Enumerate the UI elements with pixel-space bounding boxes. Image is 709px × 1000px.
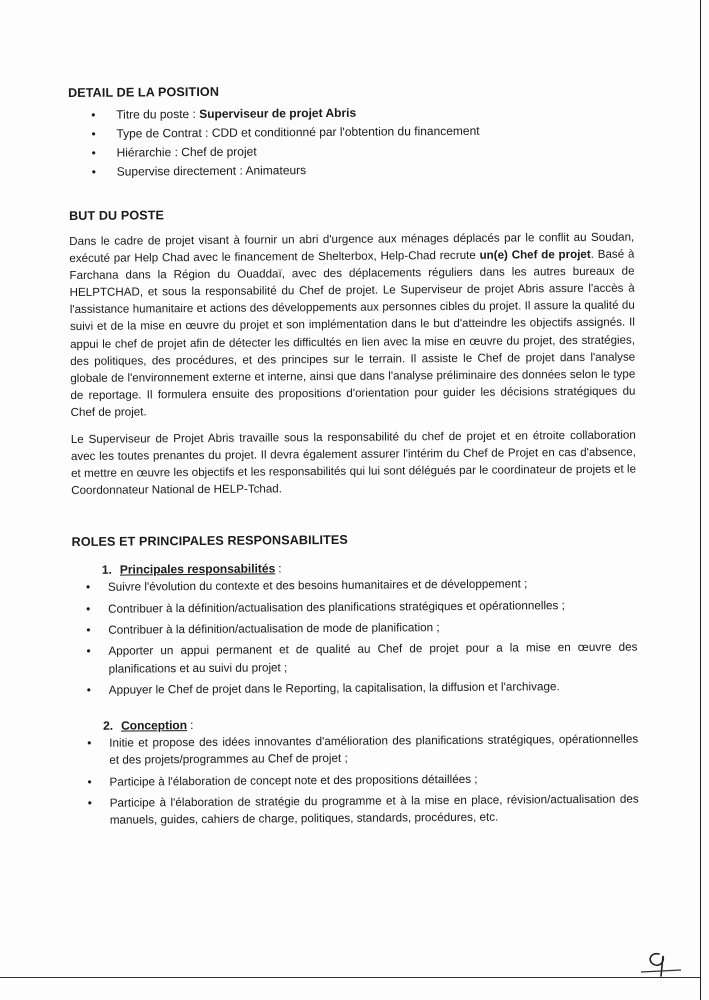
- section-colon: :: [190, 718, 194, 733]
- section-number: 2.: [103, 718, 114, 733]
- section-title: Conception: [121, 718, 188, 733]
- conception-list: [73, 731, 639, 830]
- list-item: • Initie et propose des idées innovantes d'amélioration des planifications stratégiques, opérationnelles et des projets/programmes au Chef de projet ;: [73, 731, 638, 770]
- but-p1-end: . Basé à Farchana dans la Région du Ouaddaï, avec des déplacements réguliers dans les autres bureaux de HELPTCHAD, et sous la responsabilité du Chef de projet. Le Superviseur de projet Abris assure l'accès à l'assistance humanitaire et actions des développements aux personnes cibles du projet. Il assure la qualité du suivi et de la mise en œuvre du projet et son implémentation dans le but d'atteindre les objectifs assignés. Il appui le chef de projet afin de détecter les difficultés en lien avec la mise en œuvre du projet, des stratégies, des politiques, des procédures, et des principes sur le terrain. Il assiste le Chef de projet dans l'analyse globale de l'environnement externe et interne, ainsi que dans l'analyse préliminaire des données selon le type de reportage. Il formulera ensuite des propositions d'orientation pour guider les décisions stratégiques du Chef de projet.: [69, 247, 636, 419]
- detail-heading: DETAIL DE LA POSITION: [68, 84, 220, 100]
- list-item: • Contribuer à la définition/actualisation des planifications stratégiques et opérationnelles ;: [72, 596, 637, 618]
- list-item: • Participe à l'élaboration de concept note et des propositions détaillées ;: [73, 769, 638, 791]
- but-paragraph-1: [69, 229, 635, 421]
- list-item: • Suivre l'évolution du contexte et des besoins humanitaires et de développement ;: [72, 575, 637, 597]
- detail-label: Hiérarchie :: [116, 145, 182, 160]
- but-p1-bold: un(e) Chef de projet: [479, 247, 591, 262]
- list-item: • Contribuer à la définition/actualisation de mode de planification ;: [72, 618, 637, 640]
- detail-list: [68, 102, 634, 182]
- but-p1-start: Dans le cadre de projet visant à fournir un abri d'urgence aux ménages déplacés par le conflit au Soudan, exécuté par Help Chad avec le financement de Shelterbox, Help-Chad recrute: [69, 230, 635, 266]
- job-title-value: Superviseur de projet Abris: [199, 105, 357, 121]
- contract-value: CDD et conditionné par l'obtention du financement: [211, 123, 480, 140]
- section-heading-conception: [103, 715, 638, 733]
- roles-heading: ROLES ET PRINCIPALES RESPONSABILITES: [71, 533, 348, 550]
- but-paragraph-2: Le Superviseur de Projet Abris travaille sous la responsabilité du chef de projet et en étroite collaboration avec les toutes prenantes du projet. Il devra également assurer l'intérim du Chef de Projet en cas d'absence, et mettre en œuvre les objectifs et les responsabilités qui lui sont délégués par le coordinateur de projets et le Coordonnateur National de HELP-Tchad.: [70, 428, 637, 498]
- page-edge-bottom: [0, 977, 701, 978]
- detail-label: Type de Contrat :: [116, 125, 212, 141]
- section-title: Principales responsabilités: [119, 561, 276, 578]
- list-item: • Appuyer le Chef de projet dans le Reporting, la capitalisation, la diffusion et l'archivage.: [73, 677, 638, 699]
- detail-label: Supervise directement :: [116, 163, 246, 179]
- detail-item-supervises: [69, 159, 634, 182]
- supervises-value: Animateurs: [245, 163, 307, 178]
- but-heading: BUT DU POSTE: [68, 208, 165, 223]
- section-colon: :: [278, 561, 282, 576]
- section-heading-principales: [102, 559, 637, 577]
- detail-label: Titre du poste :: [116, 106, 200, 122]
- list-item: • Apporter un appui permanent et de qualité au Chef de projet pour a la mise en œuvre des planifications et au suivi du projet ;: [72, 639, 637, 678]
- hierarchy-value: Chef de projet: [181, 144, 257, 160]
- list-item: • Participe à l'élaboration de stratégie du programme et à la mise en place, révision/actualisation des manuels, guides, cahiers de charge, politiques, standards, procédures, etc.: [74, 791, 639, 830]
- principales-list: [72, 575, 638, 699]
- page-edge-right: [700, 0, 701, 1000]
- handwritten-page-mark-icon: [637, 946, 683, 978]
- section-number: 1.: [101, 563, 112, 578]
- document-content: [68, 78, 639, 834]
